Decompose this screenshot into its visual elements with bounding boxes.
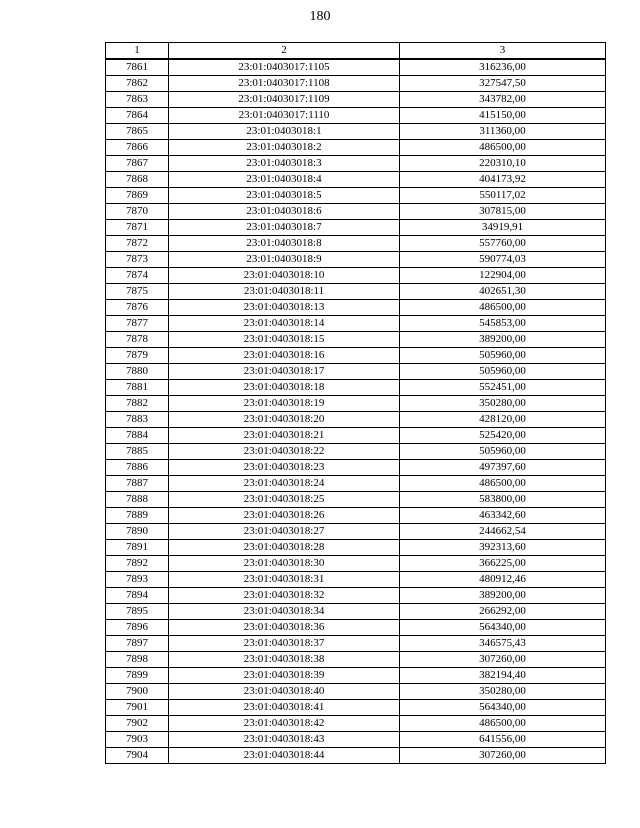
cadastral-number-cell: 23:01:0403018:31 <box>169 572 400 588</box>
value-cell: 266292,00 <box>400 604 606 620</box>
table-row <box>106 636 606 652</box>
table-row <box>106 428 606 444</box>
row-number-cell: 7884 <box>106 428 169 444</box>
table-body <box>106 59 606 764</box>
row-number-cell: 7902 <box>106 716 169 732</box>
table-row <box>106 700 606 716</box>
table-row <box>106 220 606 236</box>
table-row <box>106 492 606 508</box>
table-row <box>106 284 606 300</box>
row-number-cell: 7895 <box>106 604 169 620</box>
cadastral-number-cell: 23:01:0403018:15 <box>169 332 400 348</box>
table-row <box>106 76 606 92</box>
table-row <box>106 540 606 556</box>
table-row <box>106 732 606 748</box>
table-row <box>106 444 606 460</box>
value-cell: 545853,00 <box>400 316 606 332</box>
table-header <box>106 43 606 60</box>
value-cell: 583800,00 <box>400 492 606 508</box>
row-number-cell: 7872 <box>106 236 169 252</box>
registry-table <box>105 42 606 764</box>
cadastral-number-cell: 23:01:0403018:26 <box>169 508 400 524</box>
row-number-cell: 7864 <box>106 108 169 124</box>
row-number-cell: 7904 <box>106 748 169 764</box>
cadastral-number-cell: 23:01:0403018:6 <box>169 204 400 220</box>
row-number-cell: 7878 <box>106 332 169 348</box>
cadastral-number-cell: 23:01:0403017:1110 <box>169 108 400 124</box>
value-cell: 307260,00 <box>400 652 606 668</box>
cadastral-number-cell: 23:01:0403018:9 <box>169 252 400 268</box>
cadastral-number-cell: 23:01:0403018:38 <box>169 652 400 668</box>
value-cell: 641556,00 <box>400 732 606 748</box>
table-row <box>106 412 606 428</box>
row-number-cell: 7897 <box>106 636 169 652</box>
value-cell: 389200,00 <box>400 588 606 604</box>
value-cell: 550117,02 <box>400 188 606 204</box>
cadastral-number-cell: 23:01:0403018:18 <box>169 380 400 396</box>
table-row <box>106 188 606 204</box>
row-number-cell: 7879 <box>106 348 169 364</box>
cadastral-number-cell: 23:01:0403018:21 <box>169 428 400 444</box>
table-row <box>106 348 606 364</box>
cadastral-number-cell: 23:01:0403018:17 <box>169 364 400 380</box>
cadastral-number-cell: 23:01:0403018:39 <box>169 668 400 684</box>
cadastral-number-cell: 23:01:0403018:37 <box>169 636 400 652</box>
table-row <box>106 252 606 268</box>
cadastral-number-cell: 23:01:0403018:13 <box>169 300 400 316</box>
table-row <box>106 748 606 764</box>
value-cell: 350280,00 <box>400 684 606 700</box>
cadastral-number-cell: 23:01:0403018:19 <box>169 396 400 412</box>
row-number-cell: 7891 <box>106 540 169 556</box>
table-row <box>106 364 606 380</box>
row-number-cell: 7880 <box>106 364 169 380</box>
value-cell: 402651,30 <box>400 284 606 300</box>
table-row <box>106 300 606 316</box>
cadastral-number-cell: 23:01:0403018:1 <box>169 124 400 140</box>
value-cell: 327547,50 <box>400 76 606 92</box>
cadastral-number-cell: 23:01:0403018:44 <box>169 748 400 764</box>
cadastral-number-cell: 23:01:0403018:40 <box>169 684 400 700</box>
row-number-cell: 7865 <box>106 124 169 140</box>
row-number-cell: 7900 <box>106 684 169 700</box>
row-number-cell: 7883 <box>106 412 169 428</box>
cadastral-number-cell: 23:01:0403018:34 <box>169 604 400 620</box>
value-cell: 404173,92 <box>400 172 606 188</box>
value-cell: 486500,00 <box>400 476 606 492</box>
row-number-cell: 7866 <box>106 140 169 156</box>
value-cell: 486500,00 <box>400 140 606 156</box>
value-cell: 590774,03 <box>400 252 606 268</box>
value-cell: 505960,00 <box>400 444 606 460</box>
row-number-cell: 7862 <box>106 76 169 92</box>
cadastral-number-cell: 23:01:0403018:32 <box>169 588 400 604</box>
value-cell: 307815,00 <box>400 204 606 220</box>
value-cell: 564340,00 <box>400 620 606 636</box>
cadastral-number-cell: 23:01:0403018:4 <box>169 172 400 188</box>
table-row <box>106 668 606 684</box>
cadastral-number-cell: 23:01:0403018:10 <box>169 268 400 284</box>
cadastral-number-cell: 23:01:0403017:1109 <box>169 92 400 108</box>
row-number-cell: 7869 <box>106 188 169 204</box>
table-row <box>106 172 606 188</box>
row-number-cell: 7874 <box>106 268 169 284</box>
value-cell: 311360,00 <box>400 124 606 140</box>
table-row <box>106 124 606 140</box>
cadastral-number-cell: 23:01:0403018:24 <box>169 476 400 492</box>
cadastral-number-cell: 23:01:0403018:42 <box>169 716 400 732</box>
value-cell: 552451,00 <box>400 380 606 396</box>
row-number-cell: 7863 <box>106 92 169 108</box>
value-cell: 307260,00 <box>400 748 606 764</box>
value-cell: 34919,91 <box>400 220 606 236</box>
cadastral-number-cell: 23:01:0403017:1108 <box>169 76 400 92</box>
value-cell: 244662,54 <box>400 524 606 540</box>
row-number-cell: 7873 <box>106 252 169 268</box>
cadastral-number-cell: 23:01:0403018:20 <box>169 412 400 428</box>
cadastral-number-cell: 23:01:0403018:41 <box>169 700 400 716</box>
header-row <box>106 43 606 60</box>
value-cell: 497397,60 <box>400 460 606 476</box>
row-number-cell: 7875 <box>106 284 169 300</box>
cadastral-number-cell: 23:01:0403018:22 <box>169 444 400 460</box>
table-row <box>106 476 606 492</box>
row-number-cell: 7868 <box>106 172 169 188</box>
value-cell: 350280,00 <box>400 396 606 412</box>
table-row <box>106 572 606 588</box>
table-row <box>106 156 606 172</box>
table-row <box>106 332 606 348</box>
table-row <box>106 108 606 124</box>
cadastral-number-cell: 23:01:0403018:23 <box>169 460 400 476</box>
cadastral-number-cell: 23:01:0403018:43 <box>169 732 400 748</box>
value-cell: 486500,00 <box>400 716 606 732</box>
row-number-cell: 7892 <box>106 556 169 572</box>
value-cell: 343782,00 <box>400 92 606 108</box>
value-cell: 346575,43 <box>400 636 606 652</box>
value-cell: 486500,00 <box>400 300 606 316</box>
value-cell: 122904,00 <box>400 268 606 284</box>
value-cell: 366225,00 <box>400 556 606 572</box>
row-number-cell: 7887 <box>106 476 169 492</box>
cadastral-number-cell: 23:01:0403018:7 <box>169 220 400 236</box>
value-cell: 557760,00 <box>400 236 606 252</box>
value-cell: 382194,40 <box>400 668 606 684</box>
table-row <box>106 316 606 332</box>
table-row <box>106 684 606 700</box>
row-number-cell: 7896 <box>106 620 169 636</box>
table-row <box>106 604 606 620</box>
value-cell: 480912,46 <box>400 572 606 588</box>
column-header-2: 2 <box>169 43 400 60</box>
table-row <box>106 380 606 396</box>
table-row <box>106 236 606 252</box>
cadastral-number-cell: 23:01:0403018:27 <box>169 524 400 540</box>
table-row <box>106 204 606 220</box>
row-number-cell: 7871 <box>106 220 169 236</box>
row-number-cell: 7867 <box>106 156 169 172</box>
table-row <box>106 460 606 476</box>
row-number-cell: 7877 <box>106 316 169 332</box>
table-row <box>106 508 606 524</box>
cadastral-number-cell: 23:01:0403017:1105 <box>169 59 400 76</box>
row-number-cell: 7886 <box>106 460 169 476</box>
row-number-cell: 7899 <box>106 668 169 684</box>
cadastral-number-cell: 23:01:0403018:5 <box>169 188 400 204</box>
row-number-cell: 7890 <box>106 524 169 540</box>
row-number-cell: 7861 <box>106 59 169 76</box>
row-number-cell: 7898 <box>106 652 169 668</box>
row-number-cell: 7881 <box>106 380 169 396</box>
column-header-3: 3 <box>400 43 606 60</box>
value-cell: 505960,00 <box>400 364 606 380</box>
cadastral-number-cell: 23:01:0403018:8 <box>169 236 400 252</box>
table-row <box>106 556 606 572</box>
cadastral-number-cell: 23:01:0403018:14 <box>169 316 400 332</box>
cadastral-number-cell: 23:01:0403018:28 <box>169 540 400 556</box>
table-row <box>106 652 606 668</box>
row-number-cell: 7893 <box>106 572 169 588</box>
column-header-1: 1 <box>106 43 169 60</box>
cadastral-number-cell: 23:01:0403018:16 <box>169 348 400 364</box>
value-cell: 564340,00 <box>400 700 606 716</box>
table-row <box>106 620 606 636</box>
page-number: 180 <box>309 9 331 24</box>
cadastral-number-cell: 23:01:0403018:2 <box>169 140 400 156</box>
row-number-cell: 7885 <box>106 444 169 460</box>
value-cell: 463342,60 <box>400 508 606 524</box>
table-row <box>106 716 606 732</box>
table-row <box>106 268 606 284</box>
cadastral-number-cell: 23:01:0403018:3 <box>169 156 400 172</box>
table-row <box>106 59 606 76</box>
row-number-cell: 7903 <box>106 732 169 748</box>
cadastral-number-cell: 23:01:0403018:30 <box>169 556 400 572</box>
row-number-cell: 7901 <box>106 700 169 716</box>
value-cell: 505960,00 <box>400 348 606 364</box>
value-cell: 316236,00 <box>400 59 606 76</box>
cadastral-number-cell: 23:01:0403018:11 <box>169 284 400 300</box>
value-cell: 392313,60 <box>400 540 606 556</box>
row-number-cell: 7870 <box>106 204 169 220</box>
value-cell: 220310,10 <box>400 156 606 172</box>
value-cell: 428120,00 <box>400 412 606 428</box>
table-row <box>106 588 606 604</box>
table-row <box>106 92 606 108</box>
row-number-cell: 7888 <box>106 492 169 508</box>
row-number-cell: 7889 <box>106 508 169 524</box>
value-cell: 525420,00 <box>400 428 606 444</box>
row-number-cell: 7876 <box>106 300 169 316</box>
cadastral-number-cell: 23:01:0403018:36 <box>169 620 400 636</box>
value-cell: 415150,00 <box>400 108 606 124</box>
row-number-cell: 7882 <box>106 396 169 412</box>
row-number-cell: 7894 <box>106 588 169 604</box>
cadastral-number-cell: 23:01:0403018:25 <box>169 492 400 508</box>
table-row <box>106 524 606 540</box>
table-row <box>106 140 606 156</box>
value-cell: 389200,00 <box>400 332 606 348</box>
table-row <box>106 396 606 412</box>
